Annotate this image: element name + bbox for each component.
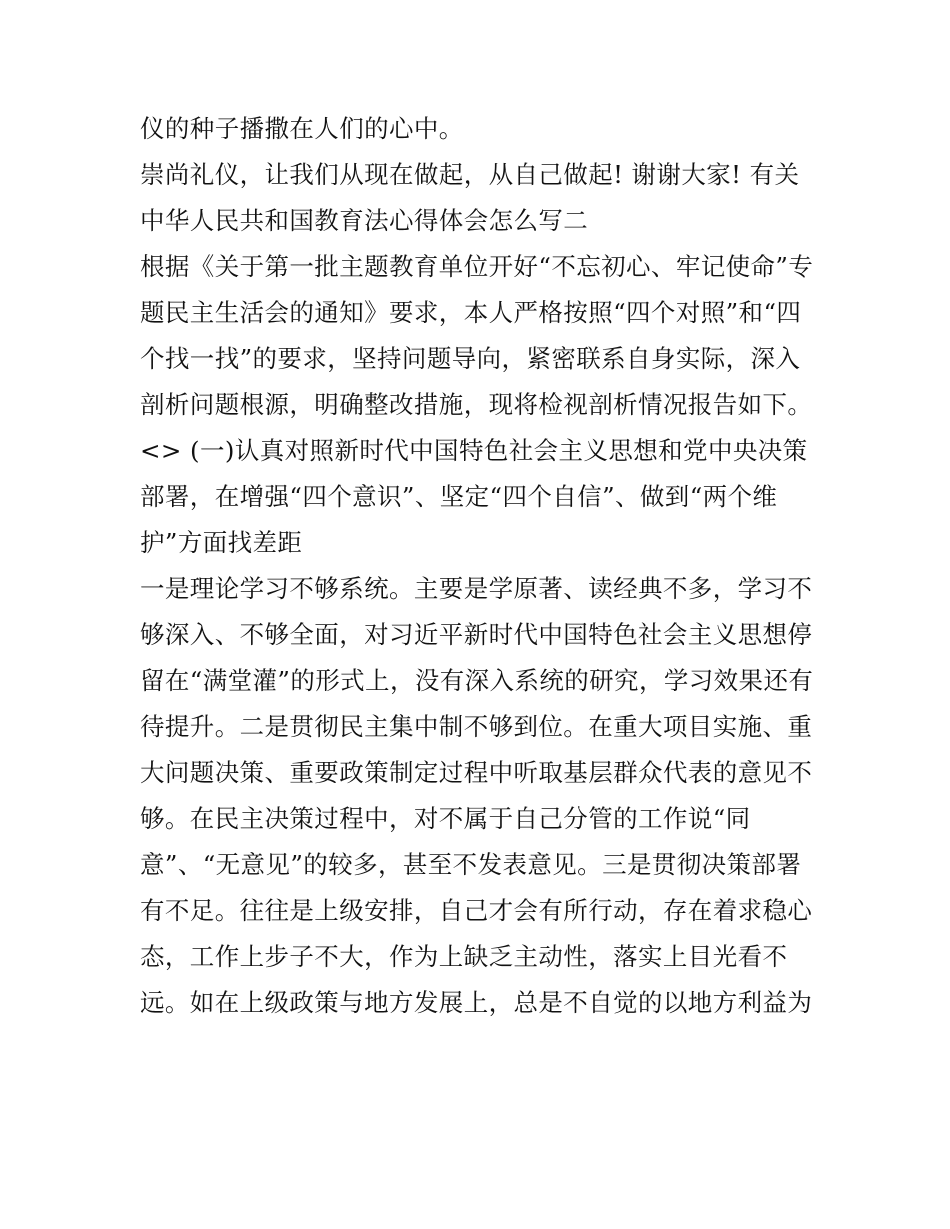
text-line: 根据《关于第一批主题教育单位开好“不忘初心、牢记使命”专 bbox=[140, 252, 814, 281]
text-line: 态，工作上步子不大，作为上缺乏主动性，落实上目光看不 bbox=[140, 942, 788, 971]
text-line: 留在“满堂灌”的形式上，没有深入系统的研究，学习效果还有 bbox=[140, 666, 814, 695]
text-line: 够。在民主决策过程中，对不属于自己分管的工作说“同 bbox=[140, 804, 751, 833]
text-line: 待提升。二是贯彻民主集中制不够到位。在重大项目实施、重 bbox=[140, 712, 813, 741]
body-text bbox=[140, 106, 830, 1026]
text-line: 有不足。往往是上级安排，自己才会有所行动，存在着求稳心 bbox=[140, 896, 813, 925]
text-line: 够深入、不够全面，对习近平新时代中国特色社会主义思想停 bbox=[140, 620, 813, 649]
text-line: 大问题决策、重要政策制定过程中听取基层群众代表的意见不 bbox=[140, 758, 813, 787]
text-line: 意”、“无意见”的较多，甚至不发表意见。三是贯彻决策部署 bbox=[140, 850, 802, 879]
text-line: <> (一)认真对照新时代中国特色社会主义思想和党中央决策 bbox=[140, 436, 808, 465]
text-line: 仪的种子播撒在人们的心中。 bbox=[140, 114, 464, 143]
text-line: 中华人民共和国教育法心得体会怎么写二 bbox=[140, 206, 589, 235]
text-line: 远。如在上级政策与地方发展上，总是不自觉的以地方利益为 bbox=[140, 988, 813, 1017]
text-line: 崇尚礼仪，让我们从现在做起，从自己做起! 谢谢大家! 有关 bbox=[140, 160, 800, 189]
text-line: 护”方面找差距 bbox=[140, 528, 303, 557]
text-line: 部署，在增强“四个意识”、坚定“四个自信”、做到“两个维 bbox=[140, 482, 778, 511]
text-line: 个找一找”的要求，坚持问题导向，紧密联系自身实际，深入 bbox=[140, 344, 801, 373]
text-line: 题民主生活会的通知》要求，本人严格按照“四个对照”和“四 bbox=[140, 298, 802, 327]
text-line: 剖析问题根源，明确整改措施，现将检视剖析情况报告如下。 bbox=[140, 390, 813, 419]
text-line: 一是理论学习不够系统。主要是学原著、读经典不多，学习不 bbox=[140, 574, 813, 603]
